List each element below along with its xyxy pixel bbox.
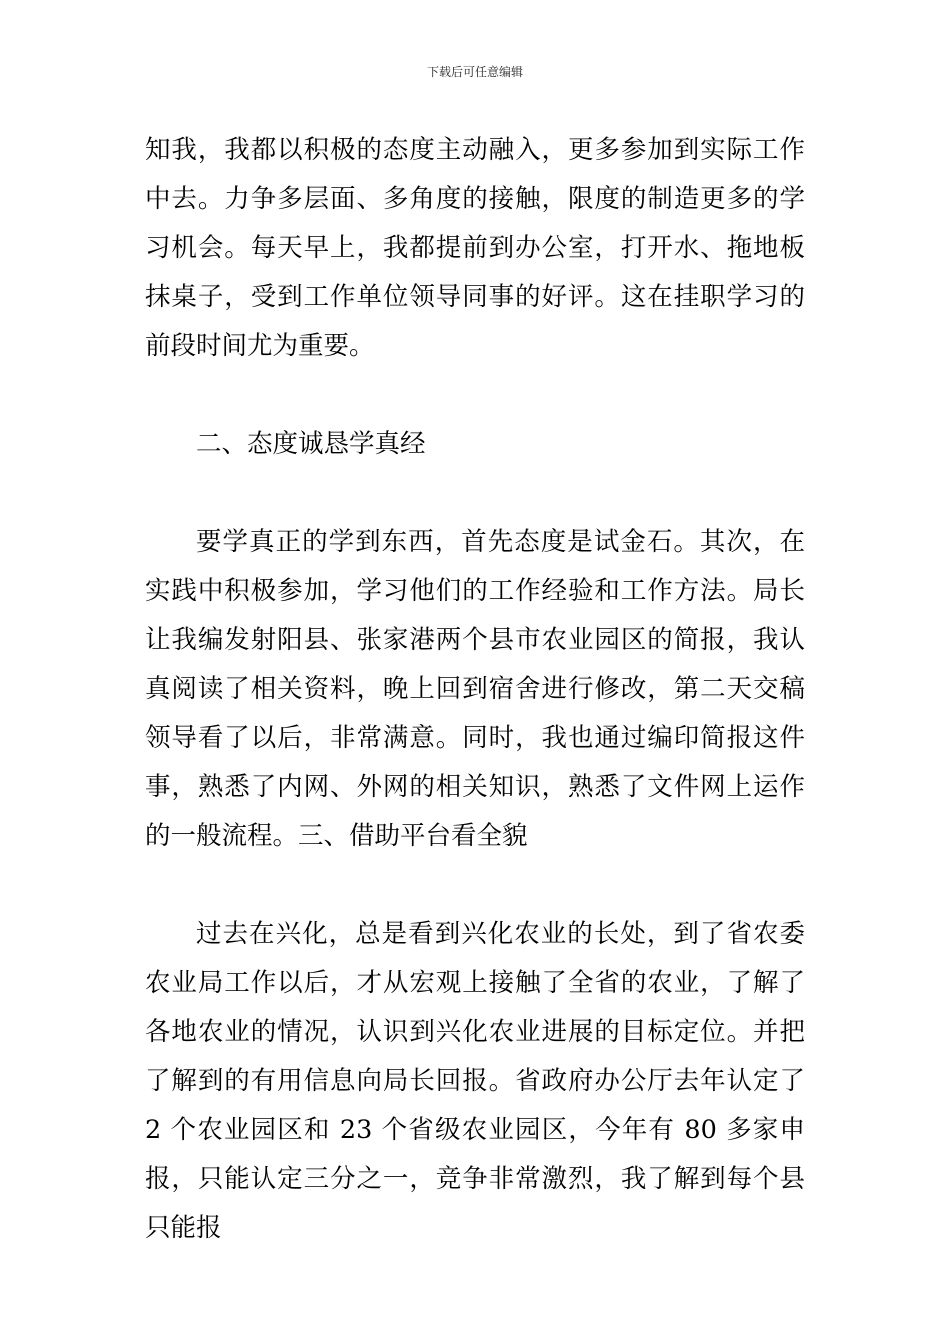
paragraph-gap (145, 469, 805, 518)
paragraph-gap (145, 861, 805, 910)
page-header: 下载后可任意编辑 (426, 65, 523, 79)
paragraph-3: 过去在兴化，总是看到兴化农业的长处，到了省农委农业局工作以后，才从宏观上接触了全省的农业，了解了各地农业的情况，认识到兴化农业进展的目标定位。并把了解到的有用信息向局长回报。省政府办公厅去年认定了 2 个农业园区和 23 个省级农业园区，今年有 80 多家申报，只能认定三分之一，竞争非常激烈，我了解到每个县只能报 (145, 919, 805, 1243)
paragraph-1: 知我，我都以积极的态度主动融入，更多参加到实际工作中去。力争多层面、多角度的接触，限度的制造更多的学习机会。每天早上，我都提前到办公室，打开水、拖地板抹桌子，受到工作单位领导同事的好评。这在挂职学习的前段时间尤为重要。 (145, 135, 805, 361)
paragraph-gap (145, 371, 805, 420)
document-body (145, 126, 805, 1253)
section-heading-2: 二、态度诚恳学真经 (196, 429, 426, 459)
paragraph-2: 要学真正的学到东西，首先态度是试金石。其次，在实践中积极参加，学习他们的工作经验和工作方法。局长让我编发射阳县、张家港两个县市农业园区的简报，我认真阅读了相关资料，晚上回到宿舍进行修改，第二天交稿领导看了以后，非常满意。同时，我也通过编印简报这件事，熟悉了内网、外网的相关知识，熟悉了文件网上运作的一般流程。三、借助平台看全貌 (145, 527, 805, 851)
